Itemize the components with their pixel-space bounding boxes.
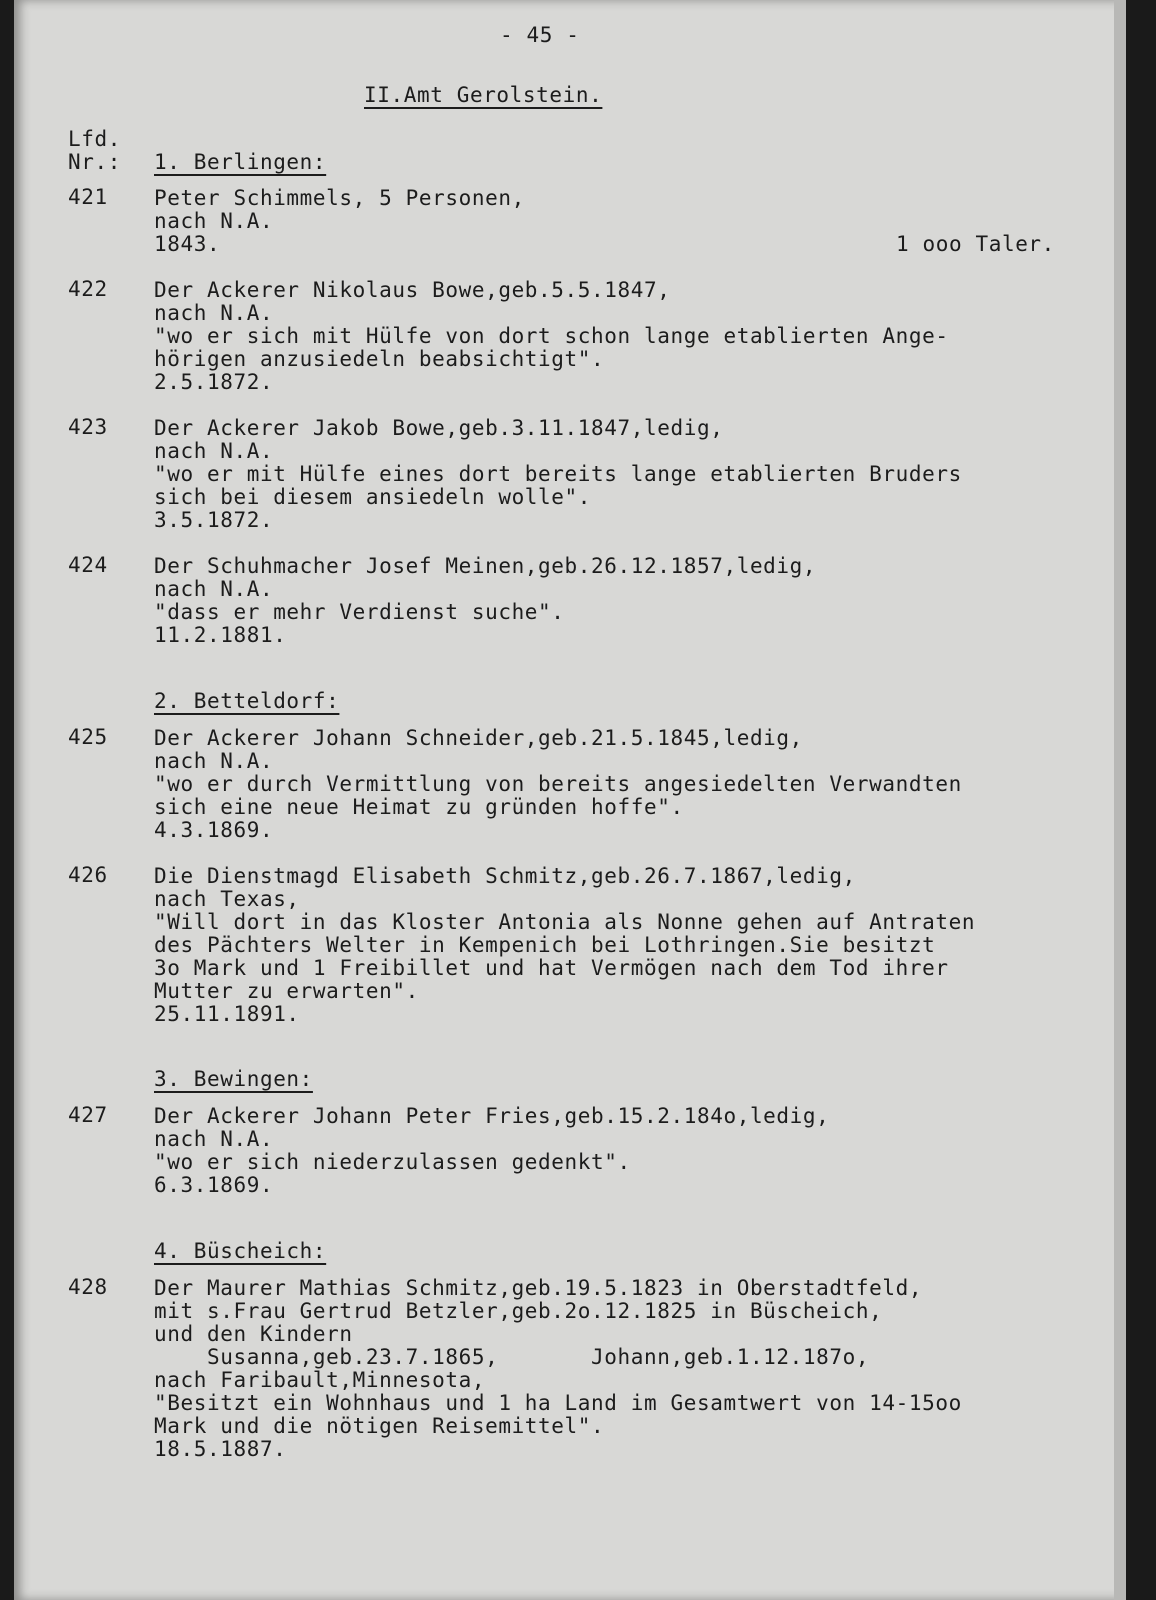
entry-line: nach N.A.	[154, 1127, 274, 1151]
entry-line: Susanna,geb.23.7.1865, Johann,geb.1.12.187o,	[154, 1345, 870, 1369]
entry-line: nach Texas,	[154, 887, 300, 911]
page-edge	[1114, 0, 1126, 1600]
entry-line: nach Faribault,Minnesota,	[154, 1368, 486, 1392]
entry-number: 421	[68, 185, 108, 209]
column-header-lfd: Lfd.	[68, 127, 121, 151]
entry-line: "wo er durch Vermittlung von bereits angesiedelten Verwandten	[154, 772, 962, 796]
entry-line: Peter Schimmels, 5 Personen,	[154, 186, 525, 210]
entry-line: Der Ackerer Nikolaus Bowe,geb.5.5.1847,	[154, 278, 671, 302]
entry-line: nach N.A.	[154, 749, 274, 773]
entry-line: 25.11.1891.	[154, 1002, 300, 1026]
entry-line: "wo er sich mit Hülfe von dort schon lange etablierten Ange-	[154, 324, 949, 348]
section-heading: 4. Büscheich:	[154, 1239, 327, 1263]
entry-line: "wo er sich niederzulassen gedenkt".	[154, 1150, 631, 1174]
entry-line: nach N.A.	[154, 301, 274, 325]
entry-line: hörigen anzusiedeln beabsichtigt".	[154, 347, 605, 371]
entry-line: 3.5.1872.	[154, 508, 274, 532]
entry-line: 6.3.1869.	[154, 1173, 274, 1197]
page-title: II.Amt Gerolstein.	[364, 83, 603, 107]
entry-line: Der Ackerer Johann Peter Fries,geb.15.2.184o,ledig,	[154, 1104, 830, 1128]
entry-line: Der Schuhmacher Josef Meinen,geb.26.12.1857,ledig,	[154, 554, 817, 578]
entry-line: Die Dienstmagd Elisabeth Schmitz,geb.26.7.1867,ledig,	[154, 864, 856, 888]
entry-line: sich eine neue Heimat zu gründen hoffe".	[154, 795, 684, 819]
entry-number: 425	[68, 725, 108, 749]
entry-number: 424	[68, 553, 108, 577]
column-header-nr: Nr.:	[68, 150, 121, 174]
entry-line: Der Maurer Mathias Schmitz,geb.19.5.1823 in Oberstadtfeld,	[154, 1276, 923, 1300]
entry-line: "Besitzt ein Wohnhaus und 1 ha Land im Gesamtwert von 14-15oo	[154, 1391, 962, 1415]
page-number: - 45 -	[500, 23, 580, 47]
entry-line: Der Ackerer Johann Schneider,geb.21.5.1845,ledig,	[154, 726, 803, 750]
entry-amount: 1 ooo Taler.	[896, 232, 1055, 256]
section-heading: 2. Betteldorf:	[154, 689, 340, 713]
entry-line: nach N.A.	[154, 439, 274, 463]
entry-line: Mark und die nötigen Reisemittel".	[154, 1414, 605, 1438]
entry-line: und den Kindern	[154, 1322, 353, 1346]
entry-number: 423	[68, 415, 108, 439]
entry-line: Der Ackerer Jakob Bowe,geb.3.11.1847,ledig,	[154, 416, 724, 440]
entry-line: 11.2.1881.	[154, 623, 287, 647]
entry-line: nach N.A.	[154, 577, 274, 601]
entry-line: "dass er mehr Verdienst suche".	[154, 600, 565, 624]
entry-number: 428	[68, 1275, 108, 1299]
entry-line: "wo er mit Hülfe eines dort bereits lange etablierten Bruders	[154, 462, 962, 486]
entry-line: des Pächters Welter in Kempenich bei Lothringen.Sie besitzt	[154, 933, 936, 957]
entry-line: "Will dort in das Kloster Antonia als Nonne gehen auf Antraten	[154, 910, 976, 934]
section-heading: 3. Bewingen:	[154, 1067, 313, 1091]
entry-line: 3o Mark und 1 Freibillet und hat Vermögen nach dem Tod ihrer	[154, 956, 949, 980]
entry-line: mit s.Frau Gertrud Betzler,geb.2o.12.1825 in Büscheich,	[154, 1299, 883, 1323]
entry-number: 426	[68, 863, 108, 887]
entry-line: 1843.	[154, 232, 221, 256]
entry-line: 4.3.1869.	[154, 818, 274, 842]
entry-line: 18.5.1887.	[154, 1437, 287, 1461]
entry-line: nach N.A.	[154, 209, 274, 233]
entry-number: 427	[68, 1103, 108, 1127]
entry-line: 2.5.1872.	[154, 370, 274, 394]
entry-line: sich bei diesem ansiedeln wolle".	[154, 485, 592, 509]
entry-line: Mutter zu erwarten".	[154, 979, 419, 1003]
document-page	[14, 0, 1126, 1600]
entry-number: 422	[68, 277, 108, 301]
section-heading: 1. Berlingen:	[154, 150, 327, 174]
